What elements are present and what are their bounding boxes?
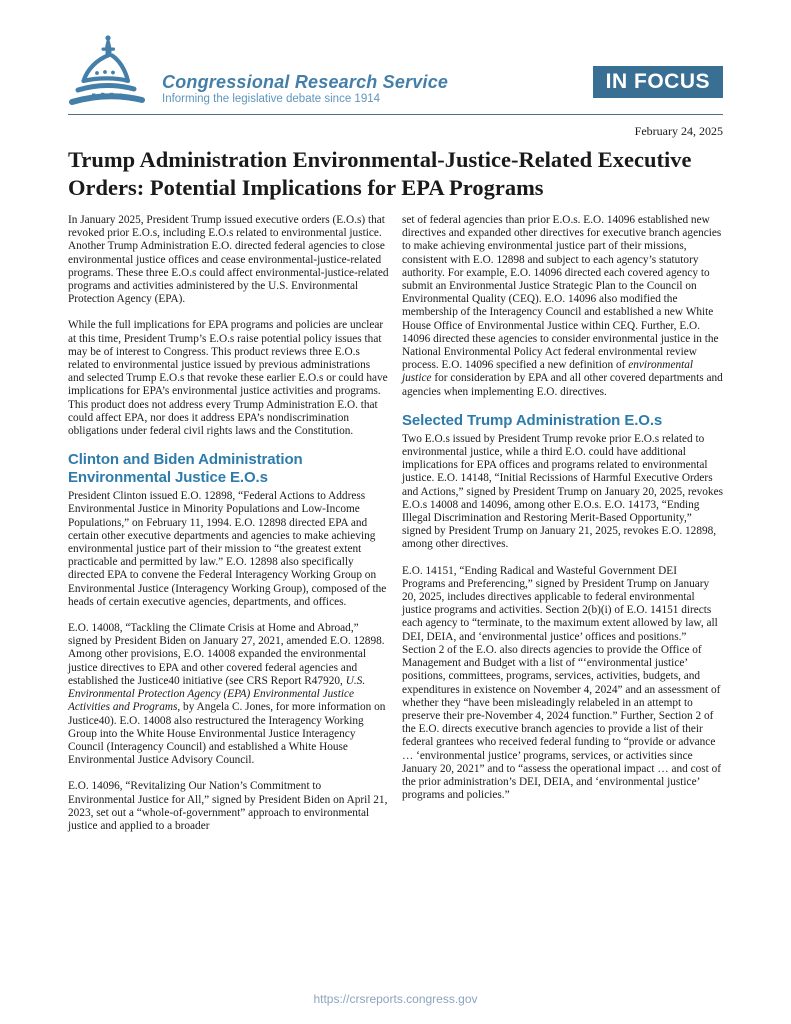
footer <box>0 990 791 1008</box>
header-divider <box>68 114 723 115</box>
paragraph: set of federal agencies than prior E.O.s. E.O. 14096 established new directives and expanded other directives for executive branch agencies to make achieving environmental justice part of their missions, consistent with E.O. 12898 and subject to each agency’s statutory authority. For example, E.O. 14096 directed each covered agency to submit an Environmental Justice Strategic Plan to the Council on Environmental Quality (CEQ). E.O. 14096 also modified the membership of the Interagency Council and established a new White House Office of Environmental Justice within CEQ. Further, E.O. 14096 directed these agencies to consider environmental justice in the National Environmental Policy Act federal environmental review process. E.O. 14096 specified a new definition of environmental justice for consideration by EPA and all other covered departments and agencies when implementing E.O. directives. <box>402 214 723 398</box>
right-column <box>402 214 723 846</box>
paragraph: Two E.O.s issued by President Trump revoke prior E.O.s related to environmental justice, while a third E.O. could have additional implications for EPA offices and programs related to environmental justice. E.O. 14148, “Initial Recissions of Harmful Executive Orders and Actions,” signed by President Trump on January 20, 2025, revokes E.O.s 14008 and 14096, among other E.O.s. E.O. 14173, “Ending Illegal Discrimination and Restoring Merit-Based Opportunity,” signed by President Trump on January 21, 2025, revokes E.O. 12898, among other directives. <box>402 432 723 551</box>
crs-brand <box>68 34 448 112</box>
brand-text <box>162 72 448 112</box>
paragraph: In January 2025, President Trump issued executive orders (E.O.s) that revoked prior E.O.s, including E.O.s related to environmental justice. Another Trump Administration E.O. directed federal agencies to close environmental justice offices and cease environmental-justice-related programs. These three E.O.s could affect environmental-justice-related programs and activities administered by the U.S. Environmental Protection Agency (EPA). <box>68 214 389 306</box>
paragraph: While the full implications for EPA programs and policies are unclear at this time, President Trump’s E.O.s raise potential policy issues that may be of interest to Congress. This product reviews three E.O.s related to environmental justice issued by previous administrations and selected Trump E.O.s that revoke these earlier E.O.s or could have implications for EPA’s environmental justice activities and programs. This product does not address every Trump Administration E.O. that could affect EPA, nor does it address EPA’s nondiscrimination obligations under federal civil rights laws and the Constitution. <box>68 319 388 438</box>
page-title: Trump Administration Environmental-Justice-Related Executive Orders: Potential Implications for EPA Programs <box>68 147 692 200</box>
paragraph: E.O. 14008, “Tackling the Climate Crisis at Home and Abroad,” signed by President Biden on January 27, 2021, amended E.O. 12898. Among other provisions, E.O. 14008 expanded the environmental justice directives to EPA and other covered federal agencies and established the Justice40 initiative (see CRS Report R47920, U.S. Environmental Protection Agency (EPA) Environmental Justice Activities and Programs, by Angela C. Jones, for more information on Justice40). E.O. 14008 also restructured the Interagency Working Group into the White House Environmental Justice Interagency Council (Interagency Council) and established a White House Environmental Justice Advisory Council. <box>68 622 386 767</box>
org-tagline: Informing the legislative debate since 1914 <box>162 93 381 105</box>
capitol-dome-icon <box>68 34 156 112</box>
header <box>68 0 723 112</box>
in-focus-badge: IN FOCUS <box>593 66 723 98</box>
left-column <box>68 214 389 846</box>
publication-date: February 24, 2025 <box>634 124 723 138</box>
paragraph: President Clinton issued E.O. 12898, “Federal Actions to Address Environmental Justice in Minority Populations and Low-Income Populations,” on February 11, 1994. E.O. 12898 directed EPA and certain other executive departments and agencies to make achieving environmental justice part of their mission to “the greatest extent practicable and permitted by law.” E.O. 12898 also specifically directed EPA to convene the Federal Interagency Working Group on Environmental Justice (Interagency Working Group), composed of the heads of certain executive agencies, departments, and offices. <box>68 490 387 608</box>
section-heading: Selected Trump Administration E.O.s <box>402 411 663 429</box>
paragraph: E.O. 14096, “Revitalizing Our Nation’s Commitment to Environmental Justice for All,” signed by President Biden on April 21, 2023, set out a “whole-of-government” approach to environmental justice and applied to a broader <box>68 780 388 832</box>
org-name: Congressional Research Service <box>162 72 449 92</box>
paragraph: E.O. 14151, “Ending Radical and Wasteful Government DEI Programs and Preferencing,” signed by President Trump on January 20, 2025, includes directives applicable to federal environmental justice programs and activities. Section 2(b)(i) of E.O. 14151 directs each agency to “terminate, to the maximum extent allowed by law, all DEI, DEIA, and ‘environmental justice’ offices and positions.” Section 2 of the E.O. also directs agencies to provide the Office of Management and Budget with a list of “‘environmental justice’ positions, committees, programs, services, activities, budgets, and expenditures in existence on November 4, 2024” and an assessment of whether they “have been misleadingly relabeled in an attempt to preserve their pre-November 4, 2024 function.” Further, Section 2 of the E.O. directs executive branch agencies to provide a list of their federal grantees who received federal funding to “provide or advance … ‘environmental justice’ programs, services, or activities since January 20, 2021” and to “assess the operational impact … and cost of the prior administration’s DEI, DEIA, and ‘environmental justice’ programs and policies.” <box>402 564 722 802</box>
footer-link[interactable]: https://crsreports.congress.gov <box>313 992 478 1006</box>
body-columns <box>68 214 723 846</box>
section-heading: Clinton and Biden Administration Environmental Justice E.O.s <box>68 451 303 487</box>
